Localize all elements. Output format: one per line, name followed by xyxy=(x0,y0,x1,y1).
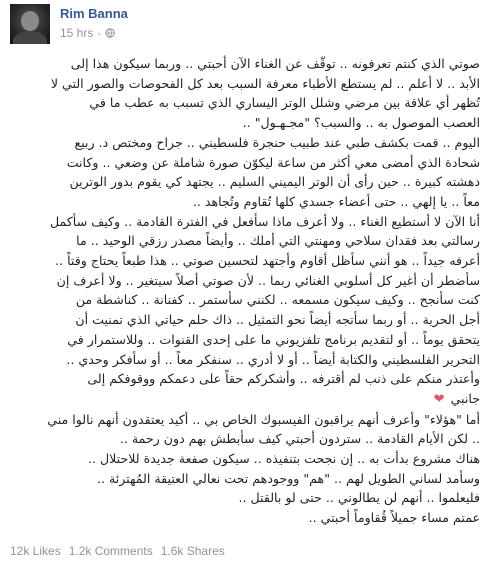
post-line: سأضطر أن أغير كل أسلوبي الغنائي ربما .. لأن صوتي أصلاً سيتغير .. ولا أعرف إن xyxy=(56,272,480,288)
post-line: كنت سأنجح .. وكيف سيكون مسمعه .. لكنني سأستمر .. كفنانة .. كناشطة من xyxy=(75,292,480,308)
post-line: فليعلموا .. أنهم لن يطالوني .. حتى لو بالقتل .. xyxy=(238,490,480,506)
post-body xyxy=(10,54,480,528)
post-line: هناك مشروع بدأت به .. إن نجحت بتنفيذه .. سيكون صفعة جديدة للاحتلال .. xyxy=(88,451,480,467)
post-line: العصب الموصول به .. والسبب؟ "مجـهـول" .. xyxy=(242,115,480,131)
author-avatar[interactable] xyxy=(10,4,50,44)
meta-separator: · xyxy=(97,26,102,40)
post-line: عمتم مساء جميلاً قُقاوماً أحبتي .. xyxy=(308,510,480,526)
post-line: دهشته كبيرة .. حين رأى أن الوتر اليميني السليم .. يجتهد كي يقوم بدور الوترين xyxy=(69,174,480,190)
post-line: معاً .. يا إلهي .. حتى أعضاء جسدي كلها تُقاوم وتُجاهد .. xyxy=(192,193,480,209)
avatar-face xyxy=(21,11,39,31)
post-line: أنا الآن لا أستطيع الغناء .. ولا أعرف ماذا سأفعل في الفترة القادمة .. وكيف سأكمل xyxy=(49,213,480,229)
post-meta xyxy=(60,26,115,40)
post-line: أما "هؤلاء" وأعرف أنهم يراقبون الفيسبوك الخاص بي .. أكيد يعتقدون أنهم نالوا مني xyxy=(47,411,480,427)
post-line: صوتي الذي كنتم تعرفونه .. توقّف عن الغناء الآن أحبتي .. وربما سيكون هذا إلى xyxy=(70,56,480,71)
post-line: اليوم .. قمت بكشف طبي عند طبيب حنجرة فلسطيني .. جراح ومختص د. ربيع xyxy=(74,134,480,150)
post-line: الأبد .. لا أعلم .. لم يستطع الأطباء معرفة السبب بعد كل الفحوصات والصور التي لا xyxy=(50,75,480,91)
avatar-shoulders xyxy=(13,31,47,44)
post-line: وأعتذر منكم على ذنب لم أقترفه .. وأشكركم حقاً على دعمكم ووقوفكم إلى xyxy=(87,371,480,387)
post-line: التحرير الفلسطيني والكتابة أيضاً .. أو لا أدري .. سنفكر معاً .. أو سأفكر وحدي .. xyxy=(66,351,480,367)
post-line: شحادة الذي أمضى معي أكثر من ساعة ليكوّن صورة شاملة عن وضعي .. وكانت xyxy=(66,154,480,170)
author-name-link[interactable]: Rim Banna xyxy=(60,6,128,21)
post-stats xyxy=(10,544,225,558)
post-line: جانبي xyxy=(450,390,480,406)
shares-count-link[interactable]: 1.6k Shares xyxy=(160,544,225,558)
comments-count-link[interactable]: 1.2k Comments xyxy=(68,544,153,558)
likes-count-link[interactable]: 12k Likes xyxy=(10,544,61,558)
post-line: أعرفه جيداً .. هو أنني سأظل أقاوم وأجتهد لتحسين صوتي .. هذا طبعاً يحتاج وقتاً .. xyxy=(55,253,480,269)
post-line: يتحقق يوماً .. أو لتقديم برنامج تلفزيوني ما على إحدى القنوات .. وللاستمرار في xyxy=(67,331,480,347)
post-line: وسأمد لساني الطويل لهم .. "هم" ووجودهم تحت نعالي العتيقة المُهترئة .. xyxy=(96,470,480,486)
post-timestamp[interactable]: 15 hrs xyxy=(60,26,94,40)
globe-icon[interactable] xyxy=(105,28,115,38)
post-line: أجل الحرية .. أو ربما سأتجه أيضاً نحو التمثيل .. ذاك حلم حياتي الذي تمنيت أن xyxy=(75,312,480,328)
post-line: تُظهر أي علاقة بين مرضي وشلل الوتر اليساري الذي تسبب به عطب ما في xyxy=(89,95,480,111)
post-line-with-heart xyxy=(10,389,480,410)
post-line: رسالتي بعد فقدان سلاحي ومهنتي التي أملك .. وأيضاً مصدر رزقي الوحيد .. ما xyxy=(76,233,480,249)
post-line: .. لكن الأيام القادمة .. ستردون أحبتي كيف سأبطش بهم دون رحمة .. xyxy=(119,431,480,447)
heart-icon: ❤ xyxy=(433,391,445,407)
